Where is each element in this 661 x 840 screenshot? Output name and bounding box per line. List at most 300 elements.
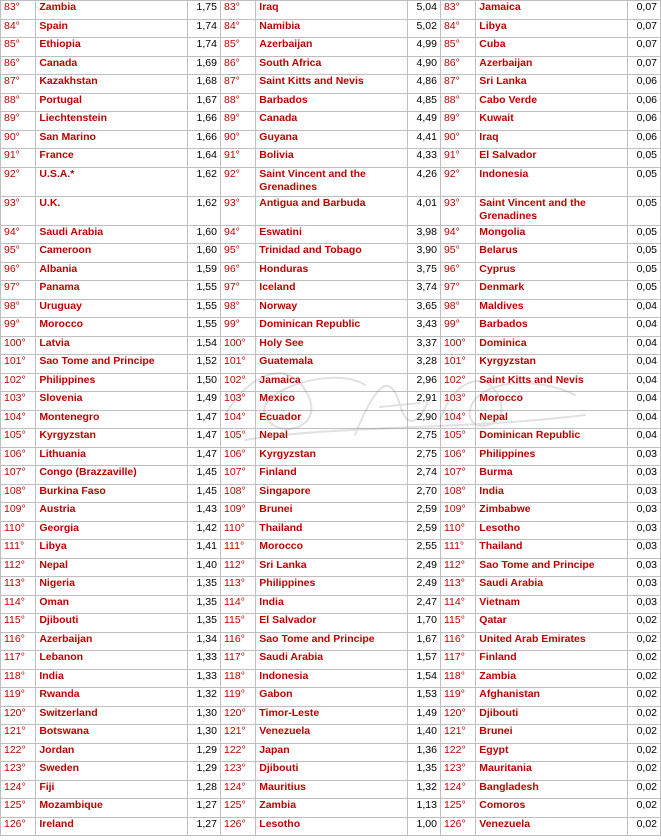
col1-country-san-marino: San Marino — [36, 130, 187, 149]
col1-rank-portugal: 88° — [1, 93, 36, 112]
table-row — [1, 447, 661, 466]
col3-country-sri-lanka: Sri Lanka — [476, 75, 627, 94]
col1-rank-cameroon: 95° — [1, 244, 36, 263]
col3-value-united-arab-emirates: 0,02 — [627, 632, 660, 651]
col2-rank-honduras: 96° — [220, 262, 255, 281]
col1-value-georgia: 1,42 — [187, 521, 220, 540]
col2-value-saudi-arabia: 1,57 — [407, 651, 440, 670]
col2-rank-guyana: 90° — [220, 130, 255, 149]
col1-value-burkina-faso: 1,45 — [187, 484, 220, 503]
col3-country-mongolia: Mongolia — [476, 225, 627, 244]
col3-rank-saint-kitts-and-nevis: 102° — [440, 373, 475, 392]
col2-rank-iraq: 83° — [220, 1, 255, 20]
col1-rank-lebanon: 117° — [1, 651, 36, 670]
col2-country-holy-see: Holy See — [256, 336, 407, 355]
col2-country-antigua-and-barbuda: Antigua and Barbuda — [256, 196, 407, 225]
col1-country-france: France — [36, 149, 187, 168]
col3-rank-dominica: 100° — [440, 336, 475, 355]
col3-value-libya: 0,07 — [627, 19, 660, 38]
col1-rank-morocco: 99° — [1, 318, 36, 337]
col3-country-jamaica: Jamaica — [476, 1, 627, 20]
col2-country-south-africa: South Africa — [256, 56, 407, 75]
table-row — [1, 225, 661, 244]
col1-value-latvia: 1,54 — [187, 336, 220, 355]
table-row — [1, 577, 661, 596]
col1-value-india: 1,33 — [187, 669, 220, 688]
col1-country-zambia: Zambia — [36, 1, 187, 20]
col3-value-nepal: 0,04 — [627, 410, 660, 429]
col3-country-nepal: Nepal — [476, 410, 627, 429]
table-row — [1, 244, 661, 263]
col2-rank-mexico: 103° — [220, 392, 255, 411]
col2-country-saint-kitts-and-nevis: Saint Kitts and Nevis — [256, 75, 407, 94]
col1-rank-montenegro: 104° — [1, 410, 36, 429]
col1-rank-fiji: 124° — [1, 780, 36, 799]
col1-value-lebanon: 1,33 — [187, 651, 220, 670]
col2-country-sao-tome-and-principe: Sao Tome and Principe — [256, 632, 407, 651]
col2-country-mexico: Mexico — [256, 392, 407, 411]
col1-rank-philippines: 102° — [1, 373, 36, 392]
col1-country-georgia: Georgia — [36, 521, 187, 540]
col1-rank-panama: 97° — [1, 281, 36, 300]
col3-value-belarus: 0,05 — [627, 244, 660, 263]
col2-value-south-africa: 4,90 — [407, 56, 440, 75]
col1-value-france: 1,64 — [187, 149, 220, 168]
col2-country-iraq: Iraq — [256, 1, 407, 20]
col3-rank-kyrgyzstan: 101° — [440, 355, 475, 374]
col2-value-azerbaijan: 4,99 — [407, 38, 440, 57]
table-row — [1, 817, 661, 836]
table-row — [1, 429, 661, 448]
table-row — [1, 75, 661, 94]
col2-rank-india: 114° — [220, 595, 255, 614]
col1-value-u-s-a: 1,62 — [187, 167, 220, 196]
col3-value-qatar: 0,02 — [627, 614, 660, 633]
col2-rank-saudi-arabia: 117° — [220, 651, 255, 670]
col1-country-philippines: Philippines — [36, 373, 187, 392]
col3-value-finland: 0,02 — [627, 651, 660, 670]
col2-country-norway: Norway — [256, 299, 407, 318]
table-row — [1, 651, 661, 670]
col3-value-kuwait: 0,06 — [627, 112, 660, 131]
col2-rank-lesotho: 126° — [220, 817, 255, 836]
col2-rank-nepal: 105° — [220, 429, 255, 448]
col2-rank-finland: 107° — [220, 466, 255, 485]
col3-value-sao-tome-and-principe: 0,03 — [627, 558, 660, 577]
table-row — [1, 38, 661, 57]
col2-rank-norway: 98° — [220, 299, 255, 318]
col1-value-oman: 1,35 — [187, 595, 220, 614]
col3-rank-nepal: 104° — [440, 410, 475, 429]
col1-rank-albania: 96° — [1, 262, 36, 281]
col2-value-mexico: 2,91 — [407, 392, 440, 411]
col1-rank-congo-brazzaville: 107° — [1, 466, 36, 485]
col2-rank-saint-vincent-and-the-grenadines: 92° — [220, 167, 255, 196]
col3-country-sao-tome-and-principe: Sao Tome and Principe — [476, 558, 627, 577]
col2-country-singapore: Singapore — [256, 484, 407, 503]
col1-rank-slovenia: 103° — [1, 392, 36, 411]
col3-rank-venezuela: 126° — [440, 817, 475, 836]
col1-value-congo-brazzaville: 1,45 — [187, 466, 220, 485]
table-row — [1, 632, 661, 651]
col1-value-ireland: 1,27 — [187, 817, 220, 836]
col2-value-saint-kitts-and-nevis: 4,86 — [407, 75, 440, 94]
col1-value-sao-tome-and-principe: 1,52 — [187, 355, 220, 374]
col3-country-thailand: Thailand — [476, 540, 627, 559]
col3-country-saint-vincent-and-the-grenadines: Saint Vincent and the Grenadines — [476, 196, 627, 225]
col3-rank-vietnam: 114° — [440, 595, 475, 614]
col1-rank-rwanda: 119° — [1, 688, 36, 707]
col2-country-dominican-republic: Dominican Republic — [256, 318, 407, 337]
col2-value-guatemala: 3,28 — [407, 355, 440, 374]
col2-value-iceland: 3,74 — [407, 281, 440, 300]
col2-value-el-salvador: 1,70 — [407, 614, 440, 633]
table-row — [1, 299, 661, 318]
col2-rank-indonesia: 118° — [220, 669, 255, 688]
col2-rank-singapore: 108° — [220, 484, 255, 503]
col3-value-morocco: 0,04 — [627, 392, 660, 411]
col2-country-ecuador: Ecuador — [256, 410, 407, 429]
table-row — [1, 521, 661, 540]
col3-value-vietnam: 0,03 — [627, 595, 660, 614]
table-row — [1, 762, 661, 781]
table-row — [1, 130, 661, 149]
col2-country-nepal: Nepal — [256, 429, 407, 448]
col3-rank-burma: 107° — [440, 466, 475, 485]
table-row — [1, 780, 661, 799]
col3-rank-saudi-arabia: 113° — [440, 577, 475, 596]
col2-country-canada: Canada — [256, 112, 407, 131]
col1-rank-oman: 114° — [1, 595, 36, 614]
col2-country-thailand: Thailand — [256, 521, 407, 540]
col3-value-mongolia: 0,05 — [627, 225, 660, 244]
col3-country-brunei: Brunei — [476, 725, 627, 744]
col1-country-morocco: Morocco — [36, 318, 187, 337]
table-row — [1, 93, 661, 112]
col3-rank-brunei: 121° — [440, 725, 475, 744]
col1-rank-france: 91° — [1, 149, 36, 168]
col2-country-gabon: Gabon — [256, 688, 407, 707]
col1-country-nigeria: Nigeria — [36, 577, 187, 596]
col1-rank-burkina-faso: 108° — [1, 484, 36, 503]
col1-value-lithuania: 1,47 — [187, 447, 220, 466]
col1-country-rwanda: Rwanda — [36, 688, 187, 707]
col1-country-ireland: Ireland — [36, 817, 187, 836]
col2-rank-barbados: 88° — [220, 93, 255, 112]
col1-country-saudi-arabia: Saudi Arabia — [36, 225, 187, 244]
col3-country-vietnam: Vietnam — [476, 595, 627, 614]
col1-value-philippines: 1,50 — [187, 373, 220, 392]
col2-country-kyrgyzstan: Kyrgyzstan — [256, 447, 407, 466]
col1-rank-spain: 84° — [1, 19, 36, 38]
col3-value-comoros: 0,02 — [627, 799, 660, 818]
col3-value-brunei: 0,02 — [627, 725, 660, 744]
col3-rank-djibouti: 120° — [440, 706, 475, 725]
col1-country-azerbaijan: Azerbaijan — [36, 632, 187, 651]
col2-rank-mauritius: 124° — [220, 780, 255, 799]
col1-rank-lithuania: 106° — [1, 447, 36, 466]
col2-rank-kyrgyzstan: 106° — [220, 447, 255, 466]
col2-value-antigua-and-barbuda: 4,01 — [407, 196, 440, 225]
col2-value-morocco: 2,55 — [407, 540, 440, 559]
col2-value-gabon: 1,53 — [407, 688, 440, 707]
col2-country-sri-lanka: Sri Lanka — [256, 558, 407, 577]
col3-country-afghanistan: Afghanistan — [476, 688, 627, 707]
col1-rank-kyrgyzstan: 105° — [1, 429, 36, 448]
col2-country-trinidad-and-tobago: Trinidad and Tobago — [256, 244, 407, 263]
col3-country-zimbabwe: Zimbabwe — [476, 503, 627, 522]
col1-rank-djibouti: 115° — [1, 614, 36, 633]
col3-rank-jamaica: 83° — [440, 1, 475, 20]
col3-rank-barbados: 99° — [440, 318, 475, 337]
col3-rank-belarus: 95° — [440, 244, 475, 263]
col1-rank-azerbaijan: 116° — [1, 632, 36, 651]
col3-rank-mongolia: 94° — [440, 225, 475, 244]
col3-rank-india: 108° — [440, 484, 475, 503]
col3-rank-comoros: 125° — [440, 799, 475, 818]
col1-country-ethiopia: Ethiopia — [36, 38, 187, 57]
col1-country-latvia: Latvia — [36, 336, 187, 355]
col1-country-lithuania: Lithuania — [36, 447, 187, 466]
col1-country-mozambique: Mozambique — [36, 799, 187, 818]
col3-rank-azerbaijan: 86° — [440, 56, 475, 75]
col2-value-eswatini: 3,98 — [407, 225, 440, 244]
col1-country-u-s-a: U.S.A.* — [36, 167, 187, 196]
col3-country-saudi-arabia: Saudi Arabia — [476, 577, 627, 596]
col2-rank-timor-leste: 120° — [220, 706, 255, 725]
col1-country-u-k: U.K. — [36, 196, 187, 225]
col1-country-nepal: Nepal — [36, 558, 187, 577]
col2-value-trinidad-and-tobago: 3,90 — [407, 244, 440, 263]
table-row — [1, 112, 661, 131]
col1-country-fiji: Fiji — [36, 780, 187, 799]
col2-value-honduras: 3,75 — [407, 262, 440, 281]
col2-value-philippines: 2,49 — [407, 577, 440, 596]
col1-country-kazakhstan: Kazakhstan — [36, 75, 187, 94]
col2-rank-gabon: 119° — [220, 688, 255, 707]
col1-value-fiji: 1,28 — [187, 780, 220, 799]
col3-value-zimbabwe: 0,03 — [627, 503, 660, 522]
col2-rank-djibouti: 123° — [220, 762, 255, 781]
col2-value-djibouti: 1,35 — [407, 762, 440, 781]
table-row — [1, 799, 661, 818]
col1-rank-ethiopia: 85° — [1, 38, 36, 57]
col3-country-comoros: Comoros — [476, 799, 627, 818]
col1-country-libya: Libya — [36, 540, 187, 559]
col1-rank-liechtenstein: 89° — [1, 112, 36, 131]
col1-country-portugal: Portugal — [36, 93, 187, 112]
col3-country-dominican-republic: Dominican Republic — [476, 429, 627, 448]
col2-country-saint-vincent-and-the-grenadines: Saint Vincent and the Grenadines — [256, 167, 407, 196]
col2-rank-iceland: 97° — [220, 281, 255, 300]
col2-value-holy-see: 3,37 — [407, 336, 440, 355]
col2-rank-ecuador: 104° — [220, 410, 255, 429]
col2-rank-namibia: 84° — [220, 19, 255, 38]
col2-value-mauritius: 1,32 — [407, 780, 440, 799]
col2-value-norway: 3,65 — [407, 299, 440, 318]
col3-country-united-arab-emirates: United Arab Emirates — [476, 632, 627, 651]
table-row — [1, 484, 661, 503]
col3-rank-maldives: 98° — [440, 299, 475, 318]
col2-country-eswatini: Eswatini — [256, 225, 407, 244]
col1-country-austria: Austria — [36, 503, 187, 522]
col1-rank-san-marino: 90° — [1, 130, 36, 149]
col1-rank-botswana: 121° — [1, 725, 36, 744]
col3-value-cabo-verde: 0,06 — [627, 93, 660, 112]
table-row — [1, 669, 661, 688]
table-row — [1, 706, 661, 725]
col1-value-canada: 1,69 — [187, 56, 220, 75]
col3-value-bangladesh: 0,02 — [627, 780, 660, 799]
col3-value-burma: 0,03 — [627, 466, 660, 485]
col3-value-maldives: 0,04 — [627, 299, 660, 318]
col1-value-rwanda: 1,32 — [187, 688, 220, 707]
col3-value-el-salvador: 0,05 — [627, 149, 660, 168]
col3-value-indonesia: 0,05 — [627, 167, 660, 196]
col1-value-austria: 1,43 — [187, 503, 220, 522]
table-row — [1, 725, 661, 744]
col1-value-zambia: 1,75 — [187, 1, 220, 20]
table-row — [1, 167, 661, 196]
col3-rank-sri-lanka: 87° — [440, 75, 475, 94]
col1-value-saudi-arabia: 1,60 — [187, 225, 220, 244]
col1-value-u-k: 1,62 — [187, 196, 220, 225]
col2-value-nepal: 2,75 — [407, 429, 440, 448]
col3-country-barbados: Barbados — [476, 318, 627, 337]
col2-country-morocco: Morocco — [256, 540, 407, 559]
col3-value-cuba: 0,07 — [627, 38, 660, 57]
col3-rank-qatar: 115° — [440, 614, 475, 633]
col2-value-bolivia: 4,33 — [407, 149, 440, 168]
col3-value-denmark: 0,05 — [627, 281, 660, 300]
col3-rank-egypt: 122° — [440, 743, 475, 762]
col3-country-finland: Finland — [476, 651, 627, 670]
col1-country-congo-brazzaville: Congo (Brazzaville) — [36, 466, 187, 485]
col2-rank-thailand: 110° — [220, 521, 255, 540]
col1-rank-sweden: 123° — [1, 762, 36, 781]
col1-rank-georgia: 110° — [1, 521, 36, 540]
col2-value-canada: 4,49 — [407, 112, 440, 131]
col1-country-canada: Canada — [36, 56, 187, 75]
col2-country-iceland: Iceland — [256, 281, 407, 300]
col2-value-finland: 2,74 — [407, 466, 440, 485]
col2-country-finland: Finland — [256, 466, 407, 485]
col3-value-saudi-arabia: 0,03 — [627, 577, 660, 596]
col2-country-philippines: Philippines — [256, 577, 407, 596]
col3-country-lesotho: Lesotho — [476, 521, 627, 540]
col1-value-mozambique: 1,27 — [187, 799, 220, 818]
col2-country-djibouti: Djibouti — [256, 762, 407, 781]
col1-rank-mozambique: 125° — [1, 799, 36, 818]
col2-value-jamaica: 2,96 — [407, 373, 440, 392]
col1-country-india: India — [36, 669, 187, 688]
col3-rank-sao-tome-and-principe: 112° — [440, 558, 475, 577]
col3-country-kuwait: Kuwait — [476, 112, 627, 131]
col3-country-indonesia: Indonesia — [476, 167, 627, 196]
col2-rank-dominican-republic: 99° — [220, 318, 255, 337]
col2-rank-bolivia: 91° — [220, 149, 255, 168]
col3-country-azerbaijan: Azerbaijan — [476, 56, 627, 75]
table-row — [1, 1, 661, 20]
col2-country-bolivia: Bolivia — [256, 149, 407, 168]
col3-country-venezuela: Venezuela — [476, 817, 627, 836]
col2-value-indonesia: 1,54 — [407, 669, 440, 688]
col2-value-saint-vincent-and-the-grenadines: 4,26 — [407, 167, 440, 196]
table-row — [1, 688, 661, 707]
col1-rank-jordan: 122° — [1, 743, 36, 762]
table-row — [1, 614, 661, 633]
col2-value-singapore: 2,70 — [407, 484, 440, 503]
col3-rank-finland: 117° — [440, 651, 475, 670]
table-row — [1, 743, 661, 762]
col1-value-switzerland: 1,30 — [187, 706, 220, 725]
col3-country-zambia: Zambia — [476, 669, 627, 688]
col1-value-portugal: 1,67 — [187, 93, 220, 112]
col2-country-jamaica: Jamaica — [256, 373, 407, 392]
col1-rank-sao-tome-and-principe: 101° — [1, 355, 36, 374]
col1-country-switzerland: Switzerland — [36, 706, 187, 725]
col2-rank-trinidad-and-tobago: 95° — [220, 244, 255, 263]
col2-rank-jamaica: 102° — [220, 373, 255, 392]
col1-value-botswana: 1,30 — [187, 725, 220, 744]
col3-rank-philippines: 106° — [440, 447, 475, 466]
col1-value-djibouti: 1,35 — [187, 614, 220, 633]
col1-value-panama: 1,55 — [187, 281, 220, 300]
col2-country-mauritius: Mauritius — [256, 780, 407, 799]
col3-value-dominica: 0,04 — [627, 336, 660, 355]
col2-rank-japan: 122° — [220, 743, 255, 762]
table-row — [1, 466, 661, 485]
col1-value-kazakhstan: 1,68 — [187, 75, 220, 94]
table-row — [1, 410, 661, 429]
col1-rank-uruguay: 98° — [1, 299, 36, 318]
col1-rank-switzerland: 120° — [1, 706, 36, 725]
col1-value-morocco: 1,55 — [187, 318, 220, 337]
col2-country-barbados: Barbados — [256, 93, 407, 112]
col1-value-cameroon: 1,60 — [187, 244, 220, 263]
col1-value-nepal: 1,40 — [187, 558, 220, 577]
col2-value-india: 2,47 — [407, 595, 440, 614]
col2-rank-el-salvador: 115° — [220, 614, 255, 633]
col2-rank-sri-lanka: 112° — [220, 558, 255, 577]
table-row — [1, 262, 661, 281]
col3-rank-afghanistan: 119° — [440, 688, 475, 707]
col3-rank-zimbabwe: 109° — [440, 503, 475, 522]
col3-rank-iraq: 90° — [440, 130, 475, 149]
col1-rank-kazakhstan: 87° — [1, 75, 36, 94]
col2-rank-azerbaijan: 85° — [220, 38, 255, 57]
col3-country-libya: Libya — [476, 19, 627, 38]
col3-rank-bangladesh: 124° — [440, 780, 475, 799]
col3-country-belarus: Belarus — [476, 244, 627, 263]
col2-rank-philippines: 113° — [220, 577, 255, 596]
col3-rank-cyprus: 96° — [440, 262, 475, 281]
col2-country-saudi-arabia: Saudi Arabia — [256, 651, 407, 670]
col1-value-azerbaijan: 1,34 — [187, 632, 220, 651]
col2-country-brunei: Brunei — [256, 503, 407, 522]
col3-rank-libya: 84° — [440, 19, 475, 38]
col1-rank-u-s-a: 92° — [1, 167, 36, 196]
col2-value-timor-leste: 1,49 — [407, 706, 440, 725]
col3-rank-saint-vincent-and-the-grenadines: 93° — [440, 196, 475, 225]
col3-value-saint-vincent-and-the-grenadines: 0,05 — [627, 196, 660, 225]
col3-value-india: 0,03 — [627, 484, 660, 503]
col3-country-el-salvador: El Salvador — [476, 149, 627, 168]
col3-country-maldives: Maldives — [476, 299, 627, 318]
col2-country-zambia: Zambia — [256, 799, 407, 818]
col2-country-guatemala: Guatemala — [256, 355, 407, 374]
table-row — [1, 595, 661, 614]
